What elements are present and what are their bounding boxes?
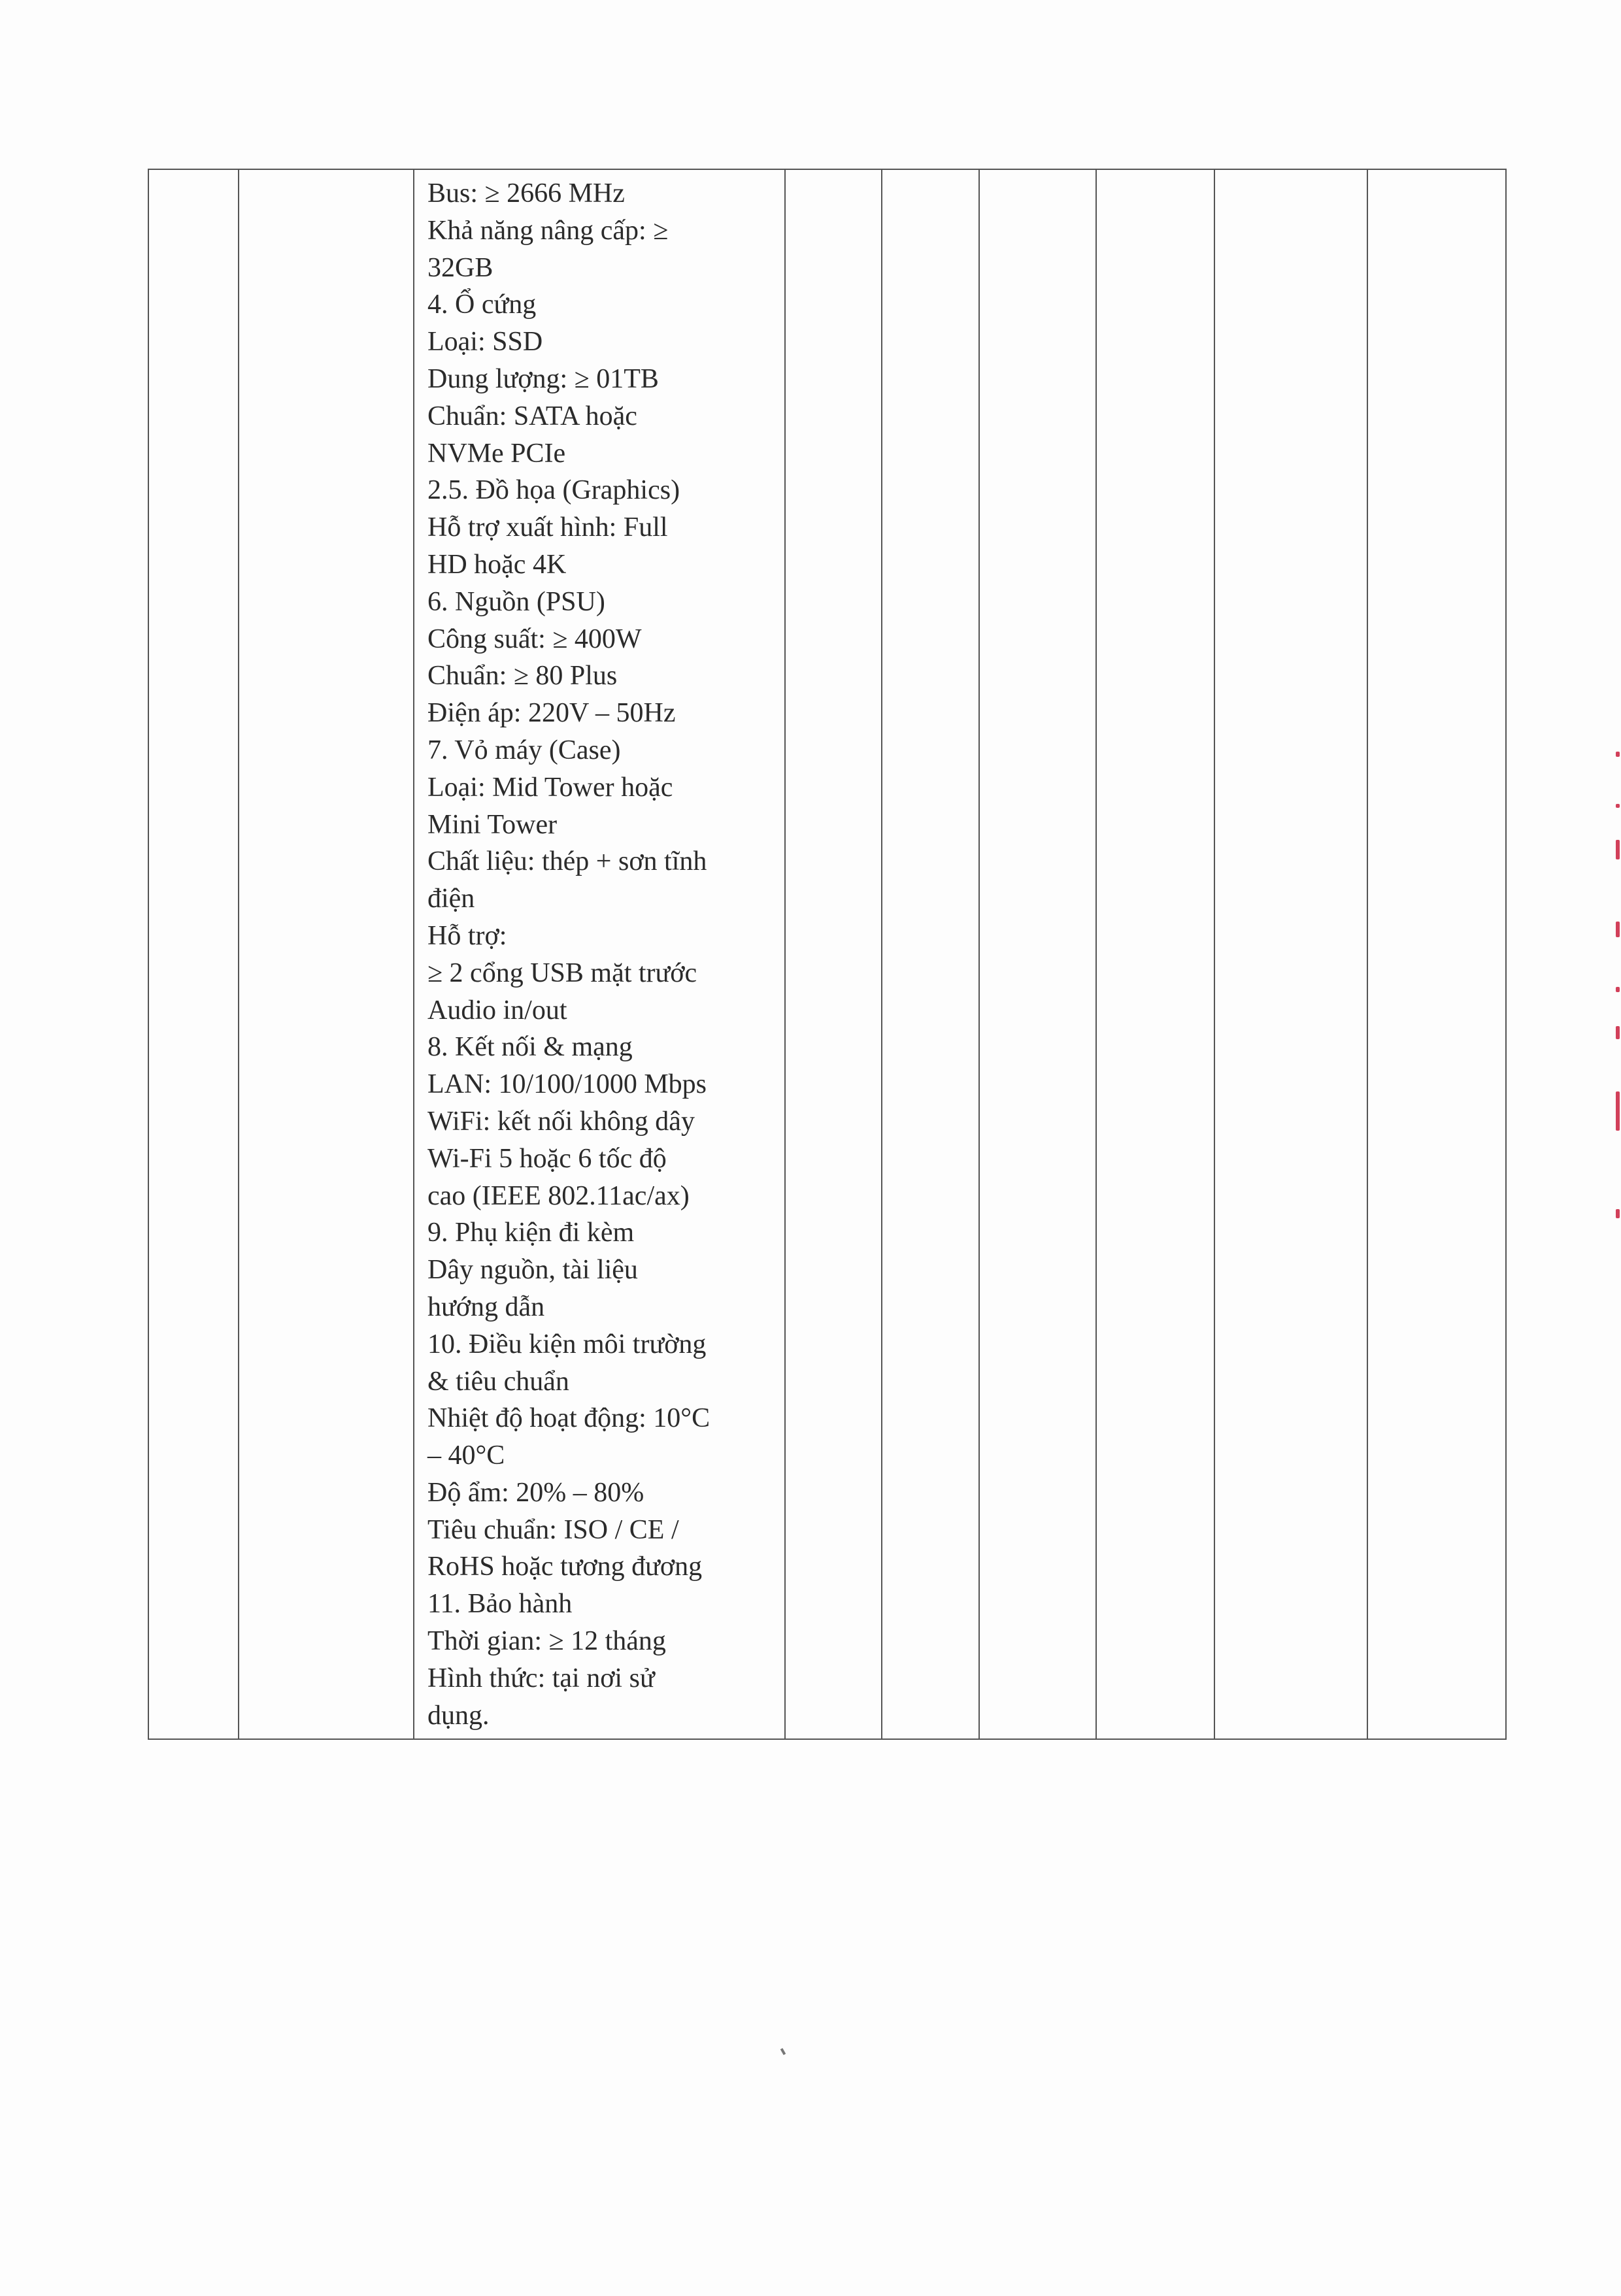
spec-line: 8. Kết nối & mạng bbox=[427, 1032, 633, 1063]
table-cell-empty-5 bbox=[882, 169, 979, 1739]
table-cell-empty-6 bbox=[979, 169, 1096, 1739]
spec-line: 32GB bbox=[427, 252, 493, 283]
spec-line: Chuẩn: ≥ 80 Plus bbox=[427, 661, 618, 691]
table-cell-empty-4 bbox=[785, 169, 882, 1739]
spec-line: 10. Điều kiện môi trường bbox=[427, 1329, 707, 1359]
spec-line: ≥ 2 cổng USB mặt trước bbox=[427, 957, 697, 988]
spec-line: WiFi: kết nối không dây bbox=[427, 1106, 695, 1137]
spec-line: Chuẩn: SATA hoặc bbox=[427, 401, 637, 431]
table-cell-item-name bbox=[239, 169, 414, 1739]
spec-line: Wi-Fi 5 hoặc 6 tốc độ bbox=[427, 1143, 667, 1174]
spec-line: LAN: 10/100/1000 Mbps bbox=[427, 1069, 707, 1100]
spec-line: Hỗ trợ: bbox=[427, 920, 507, 951]
spec-line: Chất liệu: thép + sơn tĩnh bbox=[427, 846, 707, 877]
table-cell-stt bbox=[148, 169, 239, 1739]
spec-line: 9. Phụ kiện đi kèm bbox=[427, 1218, 635, 1248]
table-cell-specifications bbox=[414, 169, 785, 1739]
spec-line: Khả năng nâng cấp: ≥ bbox=[427, 215, 669, 246]
table-cell-empty-8 bbox=[1214, 169, 1367, 1739]
spec-line: Tiêu chuẩn: ISO / CE / bbox=[427, 1514, 679, 1545]
table-cell-empty-7 bbox=[1096, 169, 1214, 1739]
spec-line: Dây nguồn, tài liệu bbox=[427, 1255, 638, 1286]
spec-line: Độ ẩm: 20% – 80% bbox=[427, 1477, 644, 1508]
spec-line: 2.5. Đồ họa (Graphics) bbox=[427, 475, 680, 506]
spec-line: Loại: SSD bbox=[427, 327, 543, 358]
spec-line: 11. Bảo hành bbox=[427, 1589, 573, 1620]
spec-line: Audio in/out bbox=[427, 995, 567, 1025]
table-cell-empty-9 bbox=[1367, 169, 1506, 1739]
red-stamp-edge-fragment bbox=[1613, 752, 1621, 1242]
scan-speck bbox=[780, 2048, 786, 2055]
spec-line: Hình thức: tại nơi sử bbox=[427, 1663, 655, 1693]
table-row bbox=[148, 169, 1506, 1739]
spec-line: Hỗ trợ xuất hình: Full bbox=[427, 512, 668, 543]
spec-line: điện bbox=[427, 884, 475, 914]
spec-line: Loại: Mid Tower hoặc bbox=[427, 772, 673, 803]
spec-line: 4. Ổ cứng bbox=[427, 290, 537, 320]
spec-line: Thời gian: ≥ 12 tháng bbox=[427, 1626, 666, 1657]
spec-line: Điện áp: 220V – 50Hz bbox=[427, 698, 676, 729]
spec-line: dụng. bbox=[427, 1700, 490, 1731]
spec-line: hướng dẫn bbox=[427, 1291, 545, 1322]
specification-text bbox=[414, 170, 784, 1734]
spec-line: Nhiệt độ hoạt động: 10°C bbox=[427, 1403, 710, 1434]
spec-line: NVMe PCIe bbox=[427, 438, 566, 469]
spec-line: HD hoặc 4K bbox=[427, 549, 567, 580]
spec-line: Công suất: ≥ 400W bbox=[427, 624, 642, 654]
spec-line: cao (IEEE 802.11ac/ax) bbox=[427, 1180, 690, 1211]
spec-line: RoHS hoặc tương đương bbox=[427, 1552, 703, 1582]
spec-line: 7. Vỏ máy (Case) bbox=[427, 735, 621, 765]
spec-line: – 40°C bbox=[427, 1440, 505, 1471]
spec-line: Dung lượng: ≥ 01TB bbox=[427, 363, 659, 394]
spec-line: 6. Nguồn (PSU) bbox=[427, 586, 605, 617]
specification-table bbox=[148, 169, 1507, 1740]
spec-line: Bus: ≥ 2666 MHz bbox=[427, 178, 625, 208]
spec-line: Mini Tower bbox=[427, 809, 558, 840]
spec-line: & tiêu chuẩn bbox=[427, 1366, 569, 1397]
